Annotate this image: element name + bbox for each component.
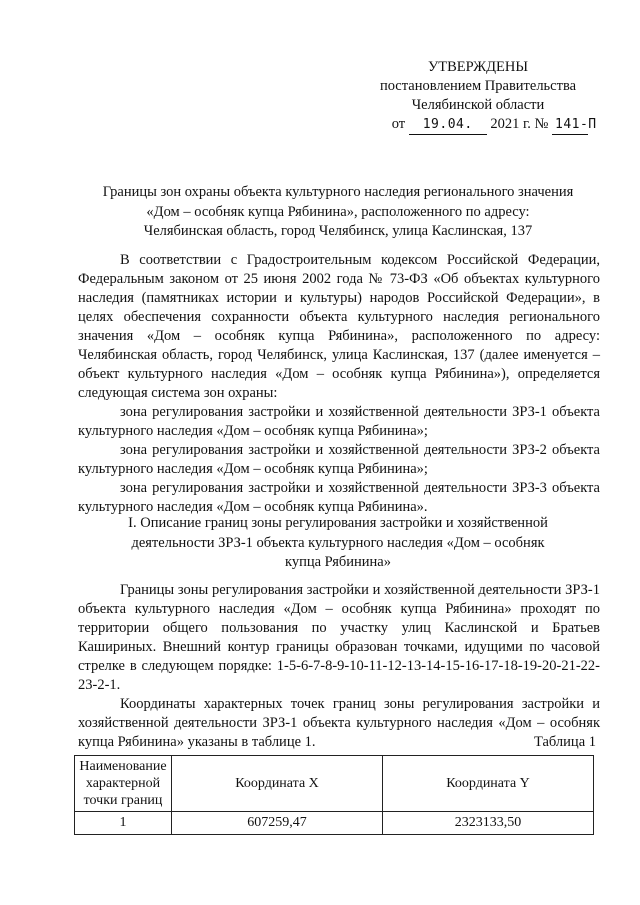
header-point-name: Наименование характерной точки границ xyxy=(75,756,172,812)
section-1-title-line-3: купца Рябинина» xyxy=(285,554,391,570)
section-1-paragraph-2: Координаты характерных точек границ зоны регулирования застройки и хозяйственной деятельности ЗРЗ-1 объекта культурного наследия «Дом – особняк купца Рябинина» указаны в таблице 1. xyxy=(78,696,600,750)
approval-line-1: постановлением Правительства xyxy=(379,78,577,94)
table-row xyxy=(75,812,594,835)
header-coordinate-y: Координата Y xyxy=(383,756,594,812)
approval-date: 19.04. xyxy=(409,115,487,135)
section-1-body xyxy=(78,581,600,752)
cell-x: 607259,47 xyxy=(172,812,383,835)
title-line-3: Челябинская область, город Челябинск, улица Каслинская, 137 xyxy=(143,223,533,239)
approval-stamp xyxy=(368,58,597,135)
section-1-paragraph-1: Границы зоны регулирования застройки и хозяйственной деятельности ЗРЗ-1 объекта культурного наследия «Дом – особняк купца Рябинина» проходят по территории общего пользования по участку улиц Каслинской и Братьев Кашириных. Внешний контур границы образован точками, идущими по часовой стрелке в следующем порядке: 1-5-6-7-8-9-10-11-12-13-14-15-16-17-18-19-20-21-22-23-2-1. xyxy=(78,582,600,693)
approval-heading: УТВЕРЖДЕНЫ xyxy=(427,59,529,75)
cell-y: 2323133,50 xyxy=(383,812,594,835)
section-1-title-line-2: деятельности ЗРЗ-1 объекта культурного наследия «Дом – особняк xyxy=(131,534,545,551)
approval-line-2: Челябинской области xyxy=(411,97,545,113)
section-1-title-line-1: I. Описание границ зоны регулирования застройки и хозяйственной xyxy=(128,515,548,531)
title-line-1: Границы зон охраны объекта культурного наследия регионального значения xyxy=(102,184,574,200)
zone-2-paragraph: зона регулирования застройки и хозяйственной деятельности ЗРЗ-2 объекта культурного наследия «Дом – особняк купца Рябинина»; xyxy=(78,442,600,477)
from-prefix: от xyxy=(391,116,406,132)
approval-number: 141-П xyxy=(552,115,588,135)
approval-date-line xyxy=(368,115,597,135)
title-line-2: «Дом – особняк купца Рябинина», расположенного по адресу: xyxy=(146,203,530,220)
table-header-row xyxy=(75,756,594,812)
section-1-title xyxy=(118,514,558,573)
header-coordinate-x: Координата X xyxy=(172,756,383,812)
intro-paragraph: В соответствии с Градостроительным кодексом Российской Федерации, Федеральным законом от 25 июня 2002 года № 73-ФЗ «Об объектах культурного наследия (памятниках истории и культуры) народов Российской Федерации», в целях обеспечения сохранности объекта культурного наследия регионального значения «Дом – особняк купца Рябинина», расположенного по адресу: Челябинская область, город Челябинск, улица Каслинская, 137 (далее именуется – объект культурного наследия «Дом – особняк купца Рябинина»), определяется следующая система зон охраны: xyxy=(78,252,600,401)
zone-1-paragraph: зона регулирования застройки и хозяйственной деятельности ЗРЗ-1 объекта культурного наследия «Дом – особняк купца Рябинина»; xyxy=(78,404,600,439)
intro-block xyxy=(78,251,600,517)
cell-point: 1 xyxy=(75,812,172,835)
approval-year: 2021 г. № xyxy=(490,116,549,132)
zone-3-paragraph: зона регулирования застройки и хозяйственной деятельности ЗРЗ-3 объекта культурного наследия «Дом – особняк купца Рябинина». xyxy=(78,480,600,515)
table-caption: Таблица 1 xyxy=(533,734,596,750)
coordinates-table xyxy=(74,755,594,835)
document-title xyxy=(78,183,598,242)
